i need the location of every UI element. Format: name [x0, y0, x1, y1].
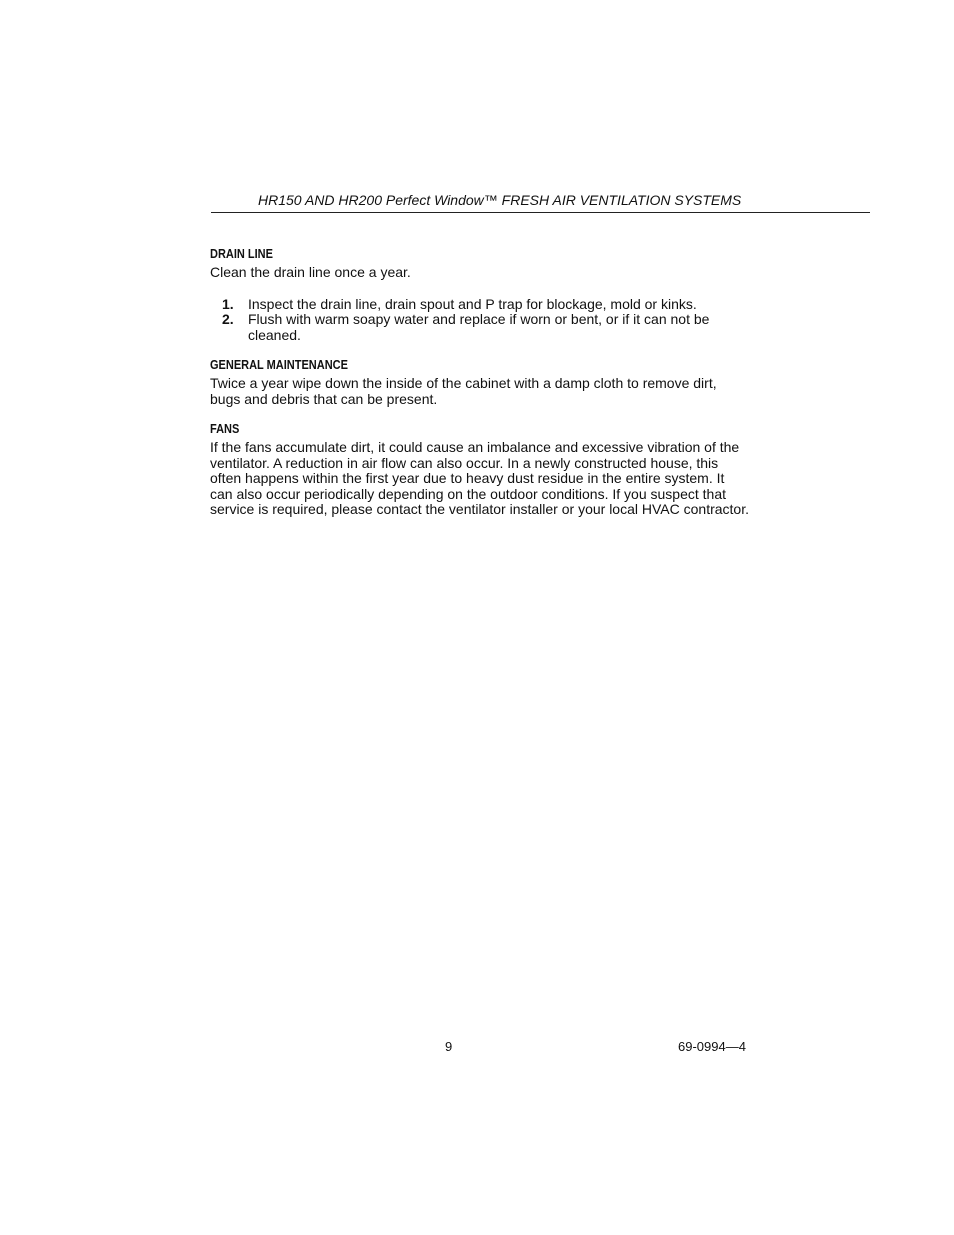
step-text: Inspect the drain line, drain spout and P trap for blockage, mold or kinks.	[248, 295, 697, 312]
step-text: Flush with warm soapy water and replace if worn or bent, or if it can not be cleaned.	[248, 311, 710, 343]
section-title-general-maintenance: GENERAL MAINTENANCE	[210, 358, 348, 372]
spacer	[210, 281, 750, 297]
fans-body: If the fans accumulate dirt, it could cause an imbalance and excessive vibration of the ventilator. A reduction in air flow can also occur. In a newly constructed house, this often happens within the first year due to heavy dust residue in the entire system. It can also occur periodically depending on the outdoor conditions. If you suspect that service is required, please contact the ventilator installer or your local HVAC contractor.	[210, 439, 749, 517]
general-maintenance-body: Twice a year wipe down the inside of the cabinet with a damp cloth to remove dirt, bugs and debris that can be present.	[210, 375, 717, 407]
step-number: 2.	[222, 311, 234, 327]
list-item	[210, 312, 750, 343]
spacer	[210, 343, 750, 358]
document-number: 69-0994—4	[678, 1039, 746, 1054]
page-number: 9	[445, 1039, 453, 1054]
section-fans	[210, 422, 750, 518]
section-general-maintenance	[210, 358, 750, 407]
header-rule	[211, 212, 870, 213]
page-content	[210, 247, 750, 518]
section-title-drain-line: DRAIN LINE	[210, 247, 273, 261]
section-title-fans: FANS	[210, 422, 240, 436]
running-header: HR150 AND HR200 Perfect Window™ FRESH AIR VENTILATION SYSTEMS	[258, 192, 742, 208]
spacer	[210, 407, 750, 422]
list-item	[210, 297, 750, 313]
drain-line-steps	[210, 297, 750, 344]
drain-line-intro: Clean the drain line once a year.	[210, 264, 411, 280]
section-drain-line	[210, 247, 750, 343]
step-number: 1.	[222, 295, 234, 312]
